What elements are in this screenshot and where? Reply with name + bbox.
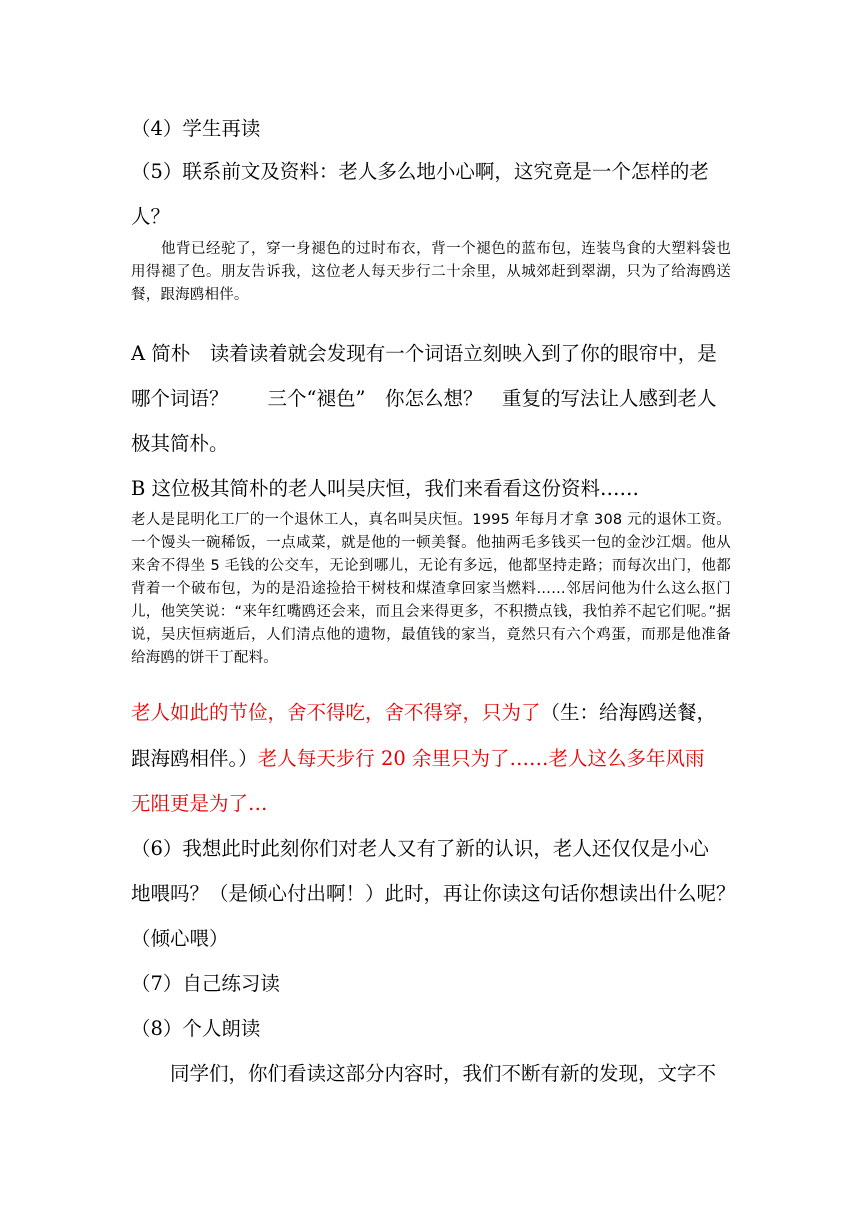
quote-passage-2: 老人是昆明化工厂的一个退休工人，真名叫吴庆恒。1995 年每月才拿 308 元的退休工资。一个馒头一碗稀饭，一点咸菜，就是他的一顿美餐。他抽两毛多钱买一包的金沙江烟。他从来舍不得坐 5 毛钱的公交车，无论到哪儿，无论有多远，他都坚持走路；而每次出门，他都背着一个破布包，为的是沿途捡拾干树枝和煤渣拿回家当燃料……邻居问他为什么这么抠门儿，他笑笑说：“来年红嘴鸥还会来，而且会来得更多，不积攒点钱，我怕养不起它们呢。”据说，吴庆恒病逝后，人们清点他的遗物，最值钱的家当，竟然只有六个鸡蛋，而那是他准备给海鸥的饼干丁配料。 <box>131 512 731 666</box>
step-4: （4）学生再读 <box>131 117 261 140</box>
red-text-1: 老人如此的节俭，舍不得吃，舍不得穿，只为了 <box>131 701 541 724</box>
point-b: B 这位极其简朴的老人叫吴庆恒，我们来看看这份资料…… <box>131 477 640 500</box>
step-5-line1: （5）联系前文及资料：老人多么地小心啊，这究竟是一个怎样的老 <box>131 160 709 183</box>
student-answer-2: 跟海鸥相伴。） <box>131 747 258 770</box>
step-6-line1: （6）我想此时此刻你们对老人又有了新的认识，老人还仅仅是小心 <box>131 837 709 860</box>
point-a-line1: A 简朴 读着读着就会发现有一个词语立刻映入到了你的眼帘中，是 <box>131 342 717 365</box>
point-a-line3: 极其简朴。 <box>131 432 229 455</box>
red-line-2 <box>131 734 731 783</box>
step-7: （7）自己练习读 <box>131 972 280 995</box>
step-5-line2: 人？ <box>131 205 171 228</box>
quote-passage-1: 他背已经驼了，穿一身褪色的过时布衣，背一个褪色的蓝布包，连装鸟食的大塑料袋也用得褪了色。朋友告诉我，这位老人每天步行二十余里，从城郊赶到翠湖，只为了给海鸥送餐，跟海鸥相伴。 <box>131 241 731 303</box>
closing-paragraph: 同学们，你们看读这部分内容时，我们不断有新的发现，文字不 <box>131 1062 717 1085</box>
student-answer-1: （生：给海鸥送餐， <box>540 701 717 724</box>
red-line-1 <box>131 688 731 737</box>
point-a-line2: 哪个词语？ 三个“褪色” 你怎么想？ 重复的写法让人感到老人 <box>131 387 717 410</box>
step-6-line3: （倾心喂） <box>131 927 229 950</box>
step-6-line2: 地喂吗？（是倾心付出啊！）此时，再让你读这句话你想读出什么呢？ <box>131 882 736 905</box>
step-8: （8）个人朗读 <box>131 1017 261 1040</box>
red-line-3: 无阻更是为了… <box>131 792 268 815</box>
red-text-2: 老人每天步行 20 余里只为了……老人这么多年风雨 <box>257 747 705 770</box>
